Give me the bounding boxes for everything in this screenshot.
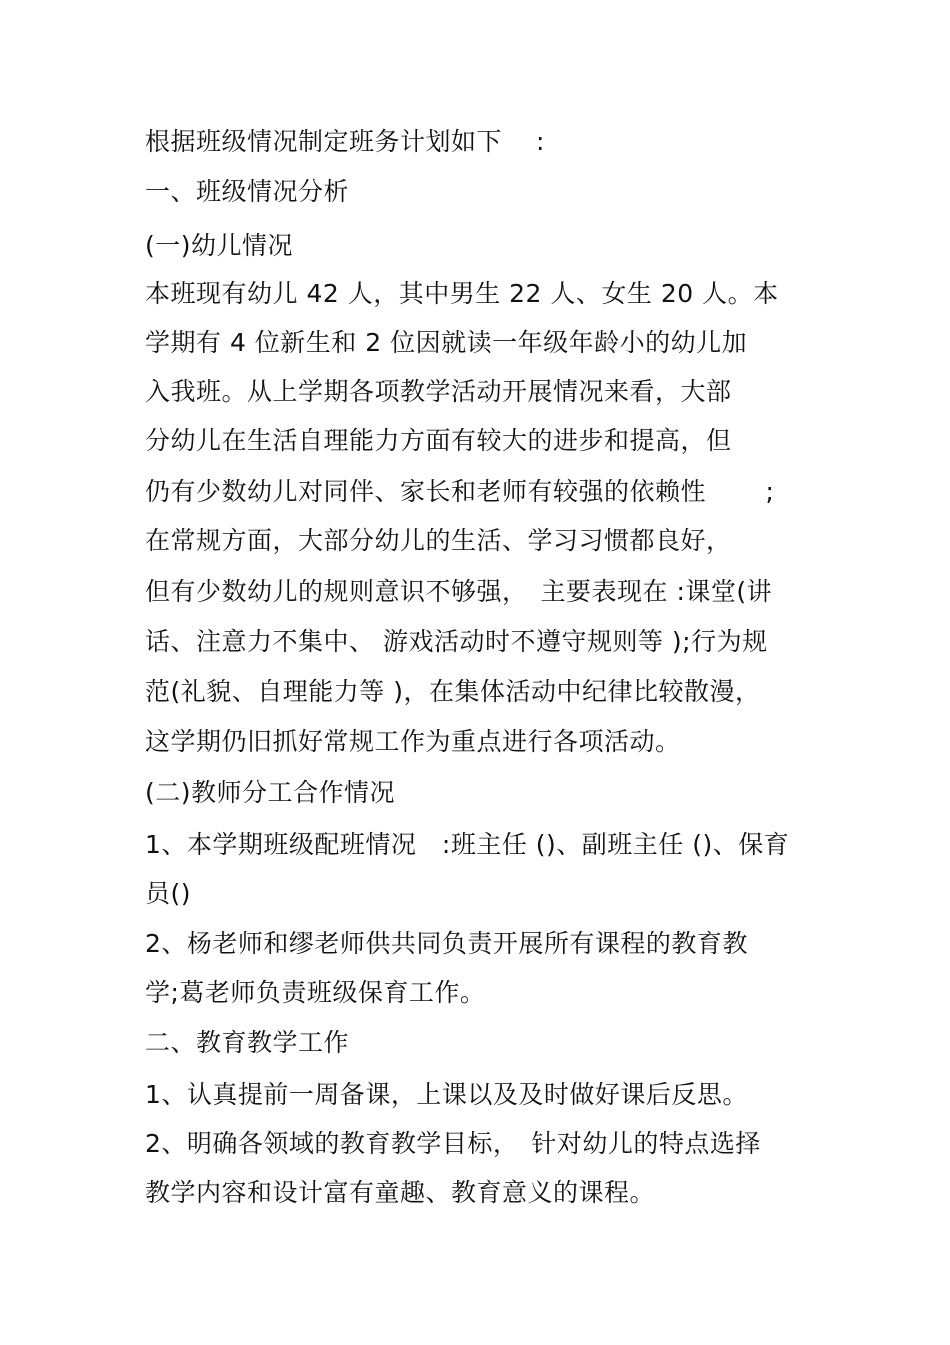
list-item-line: 1、认真提前一周备课，上课以及及时做好课后反思。 bbox=[145, 1080, 748, 1109]
paragraph-line: 分幼儿在生活自理能力方面有较大的进步和提高，但 bbox=[145, 426, 732, 455]
subsection-heading-children: (一)幼儿情况 bbox=[145, 231, 294, 260]
subsection-heading-teachers: (二)教师分工合作情况 bbox=[145, 778, 396, 807]
paragraph-line: 但有少数幼儿的规则意识不够强， 主要表现在 :课堂(讲 bbox=[145, 577, 773, 606]
list-item-line: 教学内容和设计富有童趣、教育意义的课程。 bbox=[145, 1178, 656, 1207]
paragraph-line: 本班现有幼儿 42 人，其中男生 22 人、女生 20 人。本 bbox=[145, 279, 779, 308]
list-item-line: 1、本学期班级配班情况 :班主任 ()、副班主任 ()、保育 bbox=[145, 830, 790, 859]
paragraph-line: 在常规方面，大部分幼儿的生活、学习习惯都良好， bbox=[145, 526, 732, 555]
paragraph-line: 范(礼貌、自理能力等 )，在集体活动中纪律比较散漫， bbox=[145, 677, 761, 706]
list-item-line: 员() bbox=[145, 879, 192, 908]
paragraph-line: 学期有 4 位新生和 2 位因就读一年级年龄小的幼儿加 bbox=[145, 328, 748, 357]
list-item-line: 学;葛老师负责班级保育工作。 bbox=[145, 978, 486, 1007]
intro-line: 根据班级情况制定班务计划如下 : bbox=[145, 127, 545, 156]
paragraph-line: 入我班。从上学期各项教学活动开展情况来看，大部 bbox=[145, 377, 732, 406]
list-item-line: 2、杨老师和缪老师供共同负责开展所有课程的教育教 bbox=[145, 929, 748, 958]
paragraph-line: 这学期仍旧抓好常规工作为重点进行各项活动。 bbox=[145, 727, 681, 756]
section-heading-class-analysis: 一、班级情况分析 bbox=[145, 177, 350, 206]
list-item-line: 2、明确各领域的教育教学目标， 针对幼儿的特点选择 bbox=[145, 1129, 761, 1158]
paragraph-line: 仍有少数幼儿对同伴、家长和老师有较强的依赖性 ; bbox=[145, 477, 775, 506]
section-heading-teaching-work: 二、教育教学工作 bbox=[145, 1028, 350, 1057]
paragraph-line: 话、注意力不集中、 游戏活动时不遵守规则等 );行为规 bbox=[145, 627, 768, 656]
